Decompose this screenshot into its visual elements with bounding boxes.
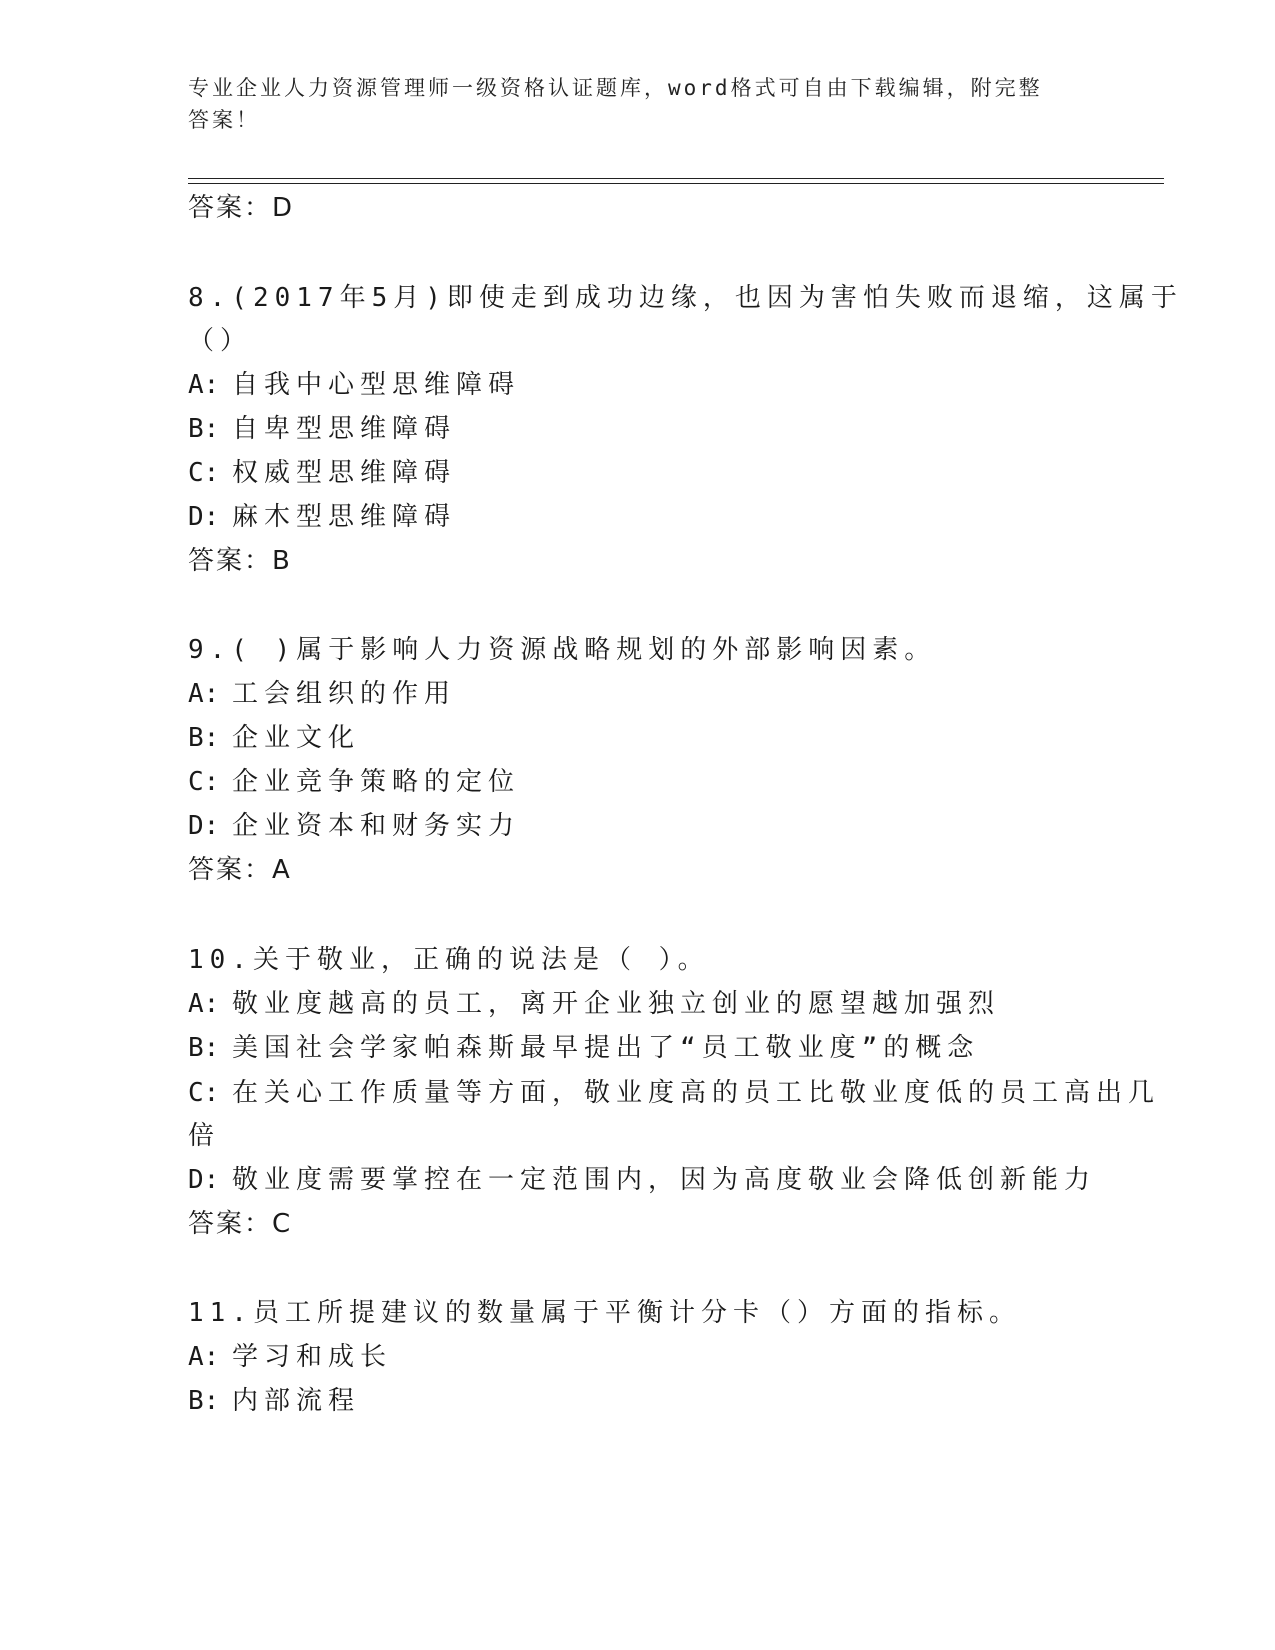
option-key: B: [188, 414, 220, 444]
document-header [188, 72, 1088, 136]
option-key: A: [188, 370, 220, 400]
option-key: C: [188, 1078, 220, 1108]
option-key: C: [188, 458, 220, 488]
answer-q9: 答案：A [188, 855, 292, 885]
option-text: 敬业度越高的员工，离开企业独立创业的愿望越加强烈 [232, 989, 1001, 1019]
question-8-option-a [188, 367, 520, 403]
question-11-option-a [188, 1339, 392, 1375]
option-key: D: [188, 1165, 220, 1195]
option-text: 内部流程 [232, 1386, 361, 1416]
option-text: 工会组织的作用 [232, 679, 457, 709]
option-text: 自我中心型思维障碍 [232, 370, 521, 400]
question-11-option-b [188, 1383, 360, 1419]
question-10-option-a [188, 986, 1000, 1022]
option-text: 企业资本和财务实力 [232, 811, 521, 841]
question-10-option-b [188, 1030, 979, 1066]
option-text: 美国社会学家帕森斯最早提出了“员工敬业度”的概念 [232, 1033, 980, 1063]
question-9-option-c [188, 764, 520, 800]
question-8-option-d [188, 499, 456, 535]
option-key: B: [188, 1386, 220, 1416]
option-key: A: [188, 679, 220, 709]
question-8-option-c [188, 455, 456, 491]
option-text: 自卑型思维障碍 [232, 414, 457, 444]
question-11-stem: 11.员工所提建议的数量属于平衡计分卡（）方面的指标。 [188, 1298, 1021, 1328]
question-9-option-b [188, 720, 360, 756]
option-key: A: [188, 989, 220, 1019]
option-text: 麻木型思维障碍 [232, 502, 457, 532]
header-line-2: 答案！ [188, 108, 260, 132]
question-10-option-c-cont: 倍 [188, 1121, 221, 1151]
answer-q10: 答案：C [188, 1209, 293, 1239]
option-text: 权威型思维障碍 [232, 458, 457, 488]
header-rule-top [188, 178, 1164, 179]
option-key: D: [188, 811, 220, 841]
question-9-option-a [188, 676, 456, 712]
option-text: 企业竞争策略的定位 [232, 767, 521, 797]
answer-q7: 答案：D [188, 193, 295, 223]
question-8-stem-cont: （） [188, 326, 253, 356]
option-text: 学习和成长 [232, 1342, 393, 1372]
answer-q8: 答案：B [188, 546, 292, 576]
question-9-option-d [188, 808, 520, 844]
option-key: B: [188, 723, 220, 753]
header-line-1: 专业企业人力资源管理师一级资格认证题库，word格式可自由下载编辑，附完整 [188, 76, 1043, 100]
question-8-stem: 8.(2017年5月)即使走到成功边缘，也因为害怕失败而退缩，这属于 [188, 283, 1183, 313]
option-key: C: [188, 767, 220, 797]
question-10-option-c [188, 1075, 1160, 1111]
question-10-stem: 10.关于敬业，正确的说法是（ ）。 [188, 945, 710, 975]
header-rule-bottom [188, 183, 1164, 184]
option-key: B: [188, 1033, 220, 1063]
question-8-option-b [188, 411, 456, 447]
option-text: 在关心工作质量等方面，敬业度高的员工比敬业度低的员工高出几 [232, 1078, 1161, 1108]
option-key: A: [188, 1342, 220, 1372]
option-text: 企业文化 [232, 723, 361, 753]
option-key: D: [188, 502, 220, 532]
question-10-option-d [188, 1162, 1096, 1198]
option-text: 敬业度需要掌控在一定范围内，因为高度敬业会降低创新能力 [232, 1165, 1097, 1195]
question-9-stem: 9.( )属于影响人力资源战略规划的外部影响因素。 [188, 635, 937, 665]
